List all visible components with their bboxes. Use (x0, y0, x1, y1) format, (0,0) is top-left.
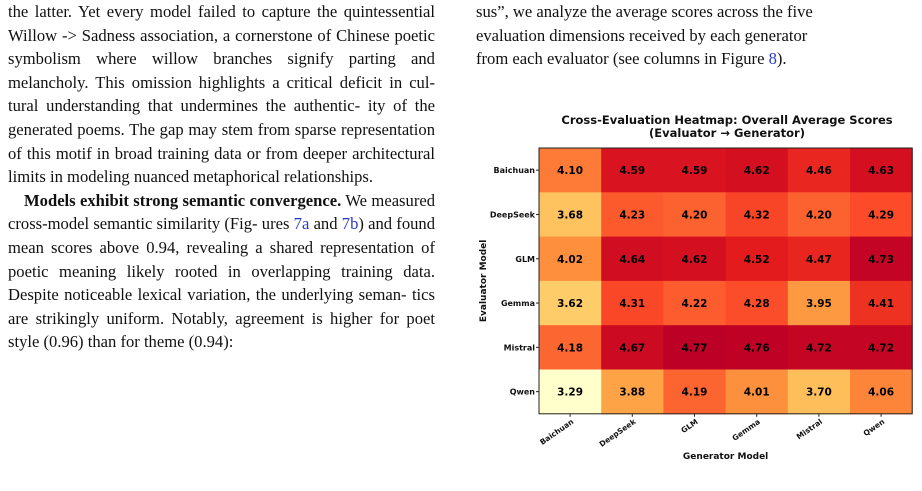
paragraph-willow (8, 0, 435, 189)
text-line: willow branches signify parting and melancholy. (8, 49, 435, 92)
cell-value-label: 4.20 (681, 209, 708, 222)
cell-value-label: 4.63 (868, 165, 895, 178)
text-line: modeling nuanced metaphorical relationships. (67, 167, 374, 187)
text-line: from each evaluator (see columns in Figure (476, 49, 769, 69)
paragraph-analysis (476, 0, 916, 71)
x-tick-labels (538, 414, 886, 449)
cell-value-label: 4.67 (619, 342, 646, 355)
cell-value-label: 4.31 (619, 298, 646, 311)
cell-value-label: 4.77 (681, 342, 708, 355)
text-line: tics are strikingly uniform. Notably, agreement is (8, 285, 435, 328)
paragraph-convergence (8, 189, 435, 354)
cell-value-label: 4.62 (681, 253, 708, 266)
text-line: training data or from deeper architectural limits in (8, 143, 436, 187)
x-tick-label: Qwen (861, 417, 887, 439)
y-tick-label: Gemma (500, 299, 535, 309)
cell-value-label: 4.32 (743, 209, 770, 222)
figure-ref-7a[interactable]: 7a (293, 214, 310, 234)
y-tick-label: Qwen (509, 387, 535, 397)
section-heading: Models exhibit strong semantic convergence. (24, 190, 342, 210)
text-line: cornerstone of Chinese poetic symbolism where (8, 25, 435, 69)
figure-ref-8[interactable]: 8 (768, 49, 777, 69)
cell-value-label: 4.72 (868, 342, 895, 355)
text-line: evaluation dimensions received by each generator (476, 25, 808, 45)
x-axis-label: Generator Model (682, 451, 769, 462)
cell-value-label: 4.06 (868, 386, 895, 399)
y-tick-labels (490, 166, 539, 397)
x-tick-label: GLM (679, 417, 700, 435)
cell-value-label: 4.23 (619, 209, 646, 222)
figure-ref-7b[interactable]: 7b (341, 214, 359, 234)
cell-value-label: 4.41 (868, 298, 895, 311)
text-line: and (309, 214, 342, 234)
cell-value-label: 4.02 (557, 253, 584, 266)
text-line: ). (776, 49, 787, 69)
y-tick-label: DeepSeek (489, 210, 535, 220)
cell-value-label: 3.68 (557, 209, 584, 222)
cell-value-label: 4.20 (805, 209, 832, 222)
cell-value-label: 4.47 (805, 253, 832, 266)
text-line: noticeable lexical variation, the underlying seman- (64, 285, 407, 305)
cell-value-label: 3.88 (619, 386, 646, 399)
cell-value-label: 4.19 (681, 386, 708, 399)
cell-value-label: 3.62 (557, 298, 584, 311)
cell-value-label: 4.76 (743, 342, 770, 355)
cell-value-label: 4.29 (868, 209, 895, 222)
text-line: likely rooted in overlapping training data. Despite (8, 261, 435, 305)
cell-value-label: 4.28 (743, 298, 770, 311)
cell-value-label: 4.18 (557, 342, 584, 355)
cell-value-label: 3.29 (557, 386, 584, 399)
y-tick-label: GLM (515, 254, 535, 264)
cell-value-label: 4.10 (557, 165, 584, 178)
text-line: revealing a shared representation of poetic meaning (8, 237, 435, 281)
cell-value-label: 4.01 (743, 386, 770, 399)
cell-value-label: 3.70 (805, 386, 832, 399)
y-tick-label: Mistral (503, 343, 535, 353)
text-line: We measured cross-model semantic similarity (Fig- (8, 190, 436, 234)
cell-value-label: 4.46 (805, 165, 832, 178)
cell-value-label: 4.59 (619, 165, 646, 178)
cell-value-label: 4.22 (681, 298, 708, 311)
right-column (476, 0, 916, 71)
cell-value-label: 3.95 (805, 298, 832, 311)
x-tick-label: DeepSeek (597, 417, 638, 449)
text-line: the latter. Yet every model failed to capture the (8, 2, 338, 21)
text-line: tural understanding that undermines the authentic- (8, 96, 361, 116)
x-tick-label: Gemma (730, 417, 762, 443)
text-line: sus”, we analyze the average scores across the five (476, 2, 813, 21)
text-line: ) and found mean scores above 0.94, (8, 214, 436, 257)
chart-title: Cross-Evaluation Heatmap: Overall Average Scores (561, 113, 893, 127)
x-tick-label: Baichuan (538, 417, 576, 447)
cell-value-label: 4.62 (743, 165, 770, 178)
left-column (8, 0, 435, 354)
cell-value-label: 4.73 (868, 253, 895, 266)
text-line: quintessential Willow -> Sadness association, a (8, 2, 435, 45)
y-axis-label: Evaluator Model (479, 239, 489, 323)
heatmap-cells (539, 148, 913, 414)
text-line: ures (261, 214, 294, 234)
chart-subtitle: (Evaluator → Generator) (649, 126, 805, 140)
y-tick-label: Baichuan (493, 166, 535, 176)
cell-value-label: 4.52 (743, 253, 770, 266)
heatmap-chart (470, 106, 918, 472)
text-line: higher for poet style (0.96) than for theme (0.94): (8, 308, 435, 352)
cell-value-label: 4.64 (619, 253, 646, 266)
x-tick-label: Mistral (794, 417, 825, 442)
cell-value-label: 4.72 (805, 342, 832, 355)
text-line: This omission highlights a critical deficit in cul- (95, 72, 435, 92)
text-line: ity of the generated poems. The gap may stem (8, 96, 435, 139)
cell-value-label: 4.59 (681, 165, 708, 178)
text-line: from sparse representation of this motif in broad (8, 119, 435, 163)
